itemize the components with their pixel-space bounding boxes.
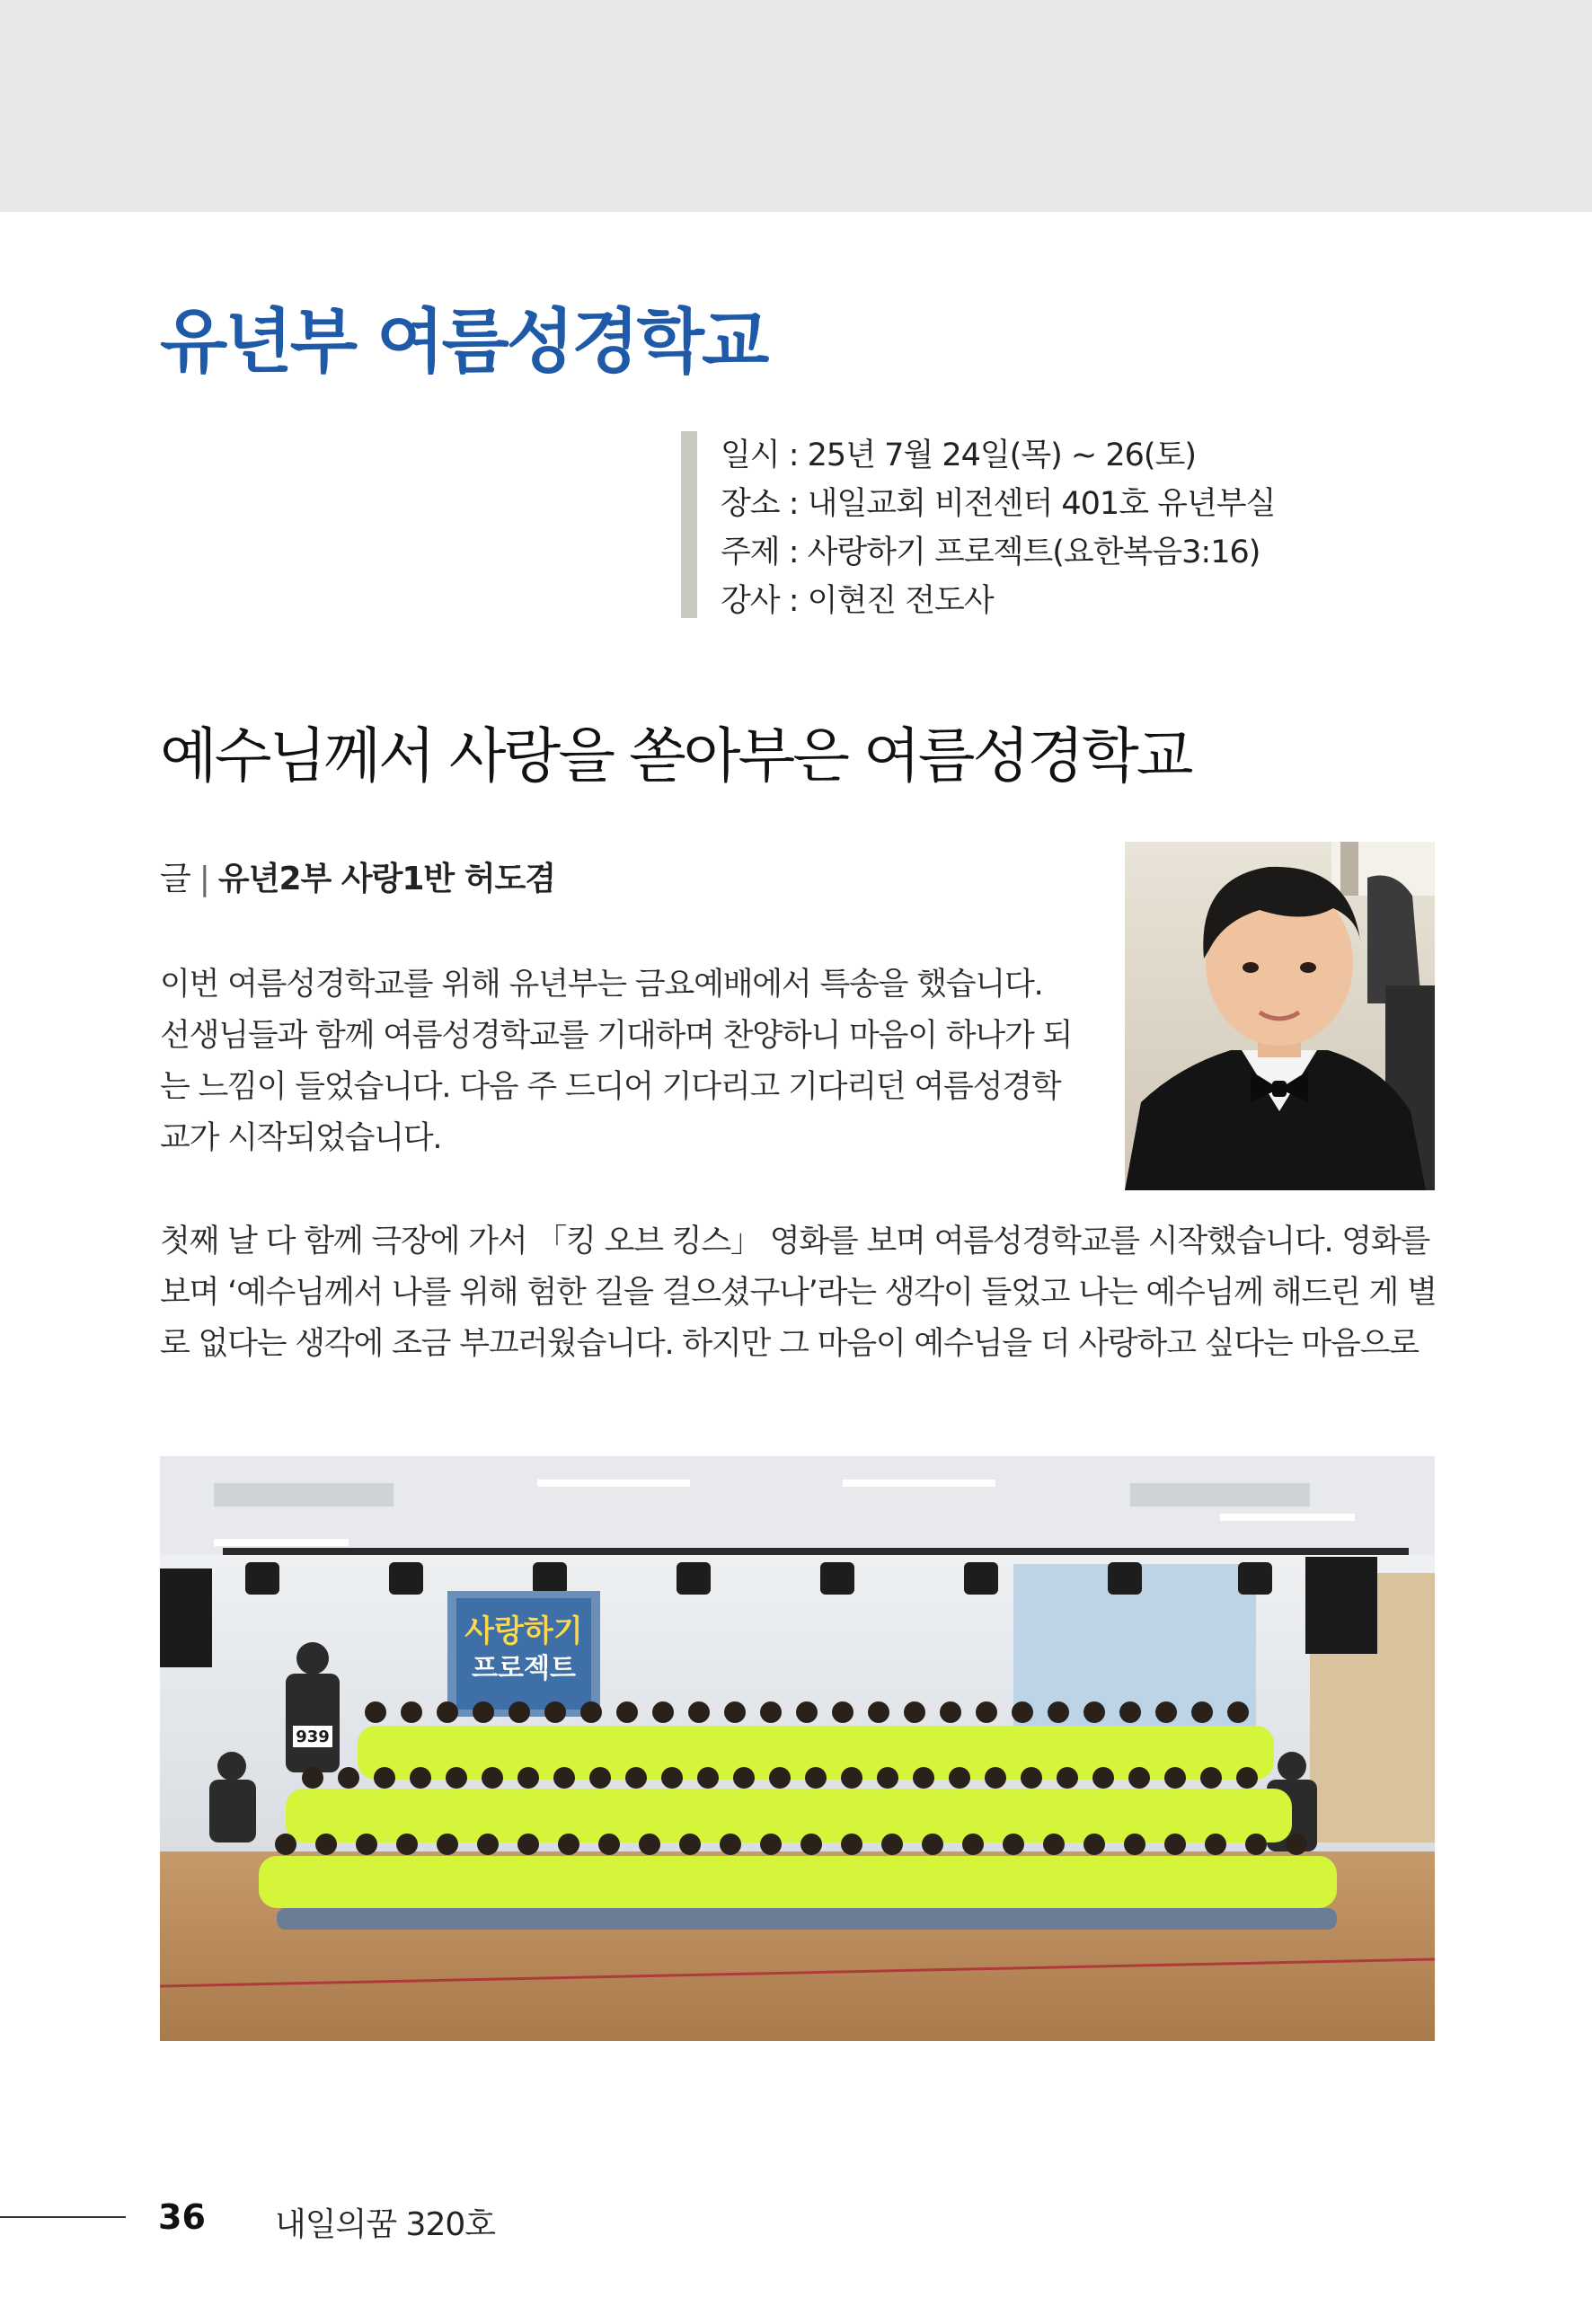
paragraph-1 <box>160 959 1085 1164</box>
paragraph-2 <box>160 1216 1436 1370</box>
section-title: 유년부 여름성경학교 <box>160 302 767 383</box>
group-photo-illustration <box>160 1456 1435 2041</box>
paragraph-1-line: 교가 시작되었습니다. <box>160 1120 442 1156</box>
author-portrait-photo <box>1125 842 1435 1190</box>
byline-prefix: 글 <box>160 861 190 897</box>
paragraph-1-line: 는 느낌이 들었습니다. 다음 주 드디어 기다리고 기다리던 여름성경학 <box>160 1069 1061 1105</box>
banner-line1: 사랑하기 <box>464 1613 583 1649</box>
info-speaker: 강사 : 이현진 전도사 <box>721 583 994 619</box>
page-number: 36 <box>158 2197 206 2237</box>
footer-rule <box>0 2216 126 2218</box>
info-theme: 주제 : 사랑하기 프로젝트(요한복음3:16) <box>721 535 1260 570</box>
paragraph-2-line: 첫째 날 다 함께 극장에 가서 「킹 오브 킹스」 영화를 보며 여름성경학교를 시작했습니다. 영화를 <box>160 1224 1430 1259</box>
info-place: 장소 : 내일교회 비전센터 401호 유년부실 <box>721 486 1276 522</box>
paragraph-2-line: 보며 ‘예수님께서 나를 위해 험한 길을 걸으셨구나’라는 생각이 들었고 나는 예수님께 해드린 게 별 <box>160 1275 1437 1311</box>
byline-author: 유년2부 사랑1반 허도겸 <box>217 861 556 897</box>
group-photo <box>160 1456 1435 2041</box>
paragraph-1-line: 이번 여름성경학교를 위해 유년부는 금요예배에서 특송을 했습니다. <box>160 967 1043 1003</box>
event-info-box <box>681 431 1364 618</box>
paragraph-1-line: 선생님들과 함께 여름성경학교를 기대하며 찬양하니 마음이 하나가 되 <box>160 1018 1073 1054</box>
paragraph-2-line: 로 없다는 생각에 조금 부끄러웠습니다. 하지만 그 마음이 예수님을 더 사랑하고 싶다는 마음으로 <box>160 1326 1419 1362</box>
info-accent-bar <box>681 431 697 618</box>
magazine-issue: 내일의꿈 320호 <box>275 2206 496 2243</box>
jersey-number: 939 <box>296 1728 330 1746</box>
portrait-illustration <box>1125 842 1435 1190</box>
event-info-list <box>721 431 1275 625</box>
byline <box>160 853 555 899</box>
byline-separator: | <box>199 861 209 897</box>
info-date: 일시 : 25년 7월 24일(목) ~ 26(토) <box>721 437 1197 473</box>
top-header-band <box>0 0 1592 212</box>
banner-line2: 프로젝트 <box>472 1653 576 1684</box>
article-title: 예수님께서 사랑을 쏟아부은 여름성경학교 <box>160 721 1191 791</box>
